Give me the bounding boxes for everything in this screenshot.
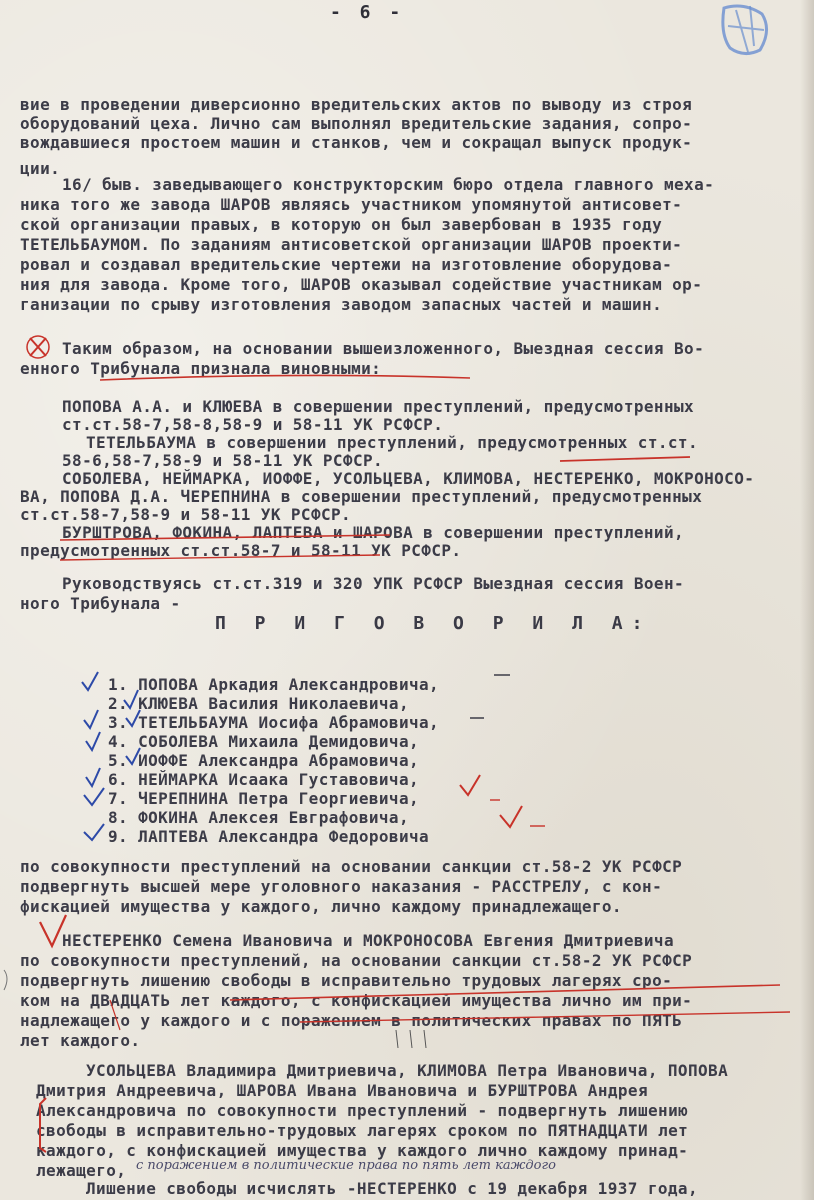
checkmark-icon: [86, 768, 100, 786]
text-line: ния для завода. Кроме того, ШАРОВ оказывал содействие участникам ор-: [20, 275, 703, 294]
text-line: СОБОЛЕВА, НЕЙМАРКА, ИОФФЕ, УСОЛЬЦЕВА, КЛИМОВА, НЕСТЕРЕНКО, МОКРОНОСО-: [62, 469, 755, 488]
text-line: ПОПОВА А.А. и КЛЮЕВА в совершении преступлений, предусмотренных: [62, 397, 695, 416]
list-item: 5. ИОФФЕ Александра Абрамовича,: [108, 751, 420, 770]
text-line: лет каждого.: [20, 1031, 141, 1050]
checkmark-icon: [126, 748, 140, 764]
text-line: Руководствуясь ст.ст.319 и 320 УПК РСФСР Выездная сессия Воен-: [62, 574, 685, 593]
red-underline: [60, 535, 390, 540]
text-line: 58-6,58-7,58-9 и 58-11 УК РСФСР.: [62, 451, 384, 470]
text-line: ТЕТЕЛЬБАУМА в совершении преступлений, предусмотренных ст.ст.: [86, 433, 699, 452]
checkmark-icon: [82, 672, 98, 690]
text-line: подвергнуть высшей мере уголовного наказания - РАССТРЕЛУ, с кон-: [20, 877, 663, 896]
text-line: по совокупности преступлений, на основании санкции ст.58-2 УК РСФСР: [20, 951, 693, 970]
list-item: 3. ТЕТЕЛЬБАУМА Иосифа Абрамовича,: [108, 713, 440, 732]
red-underline: [230, 985, 780, 1000]
text-line: ции.: [20, 159, 61, 178]
checkmark-icon: [124, 690, 138, 708]
handwritten-insert: с поражением в политические права по пять лет каждого: [136, 1158, 556, 1173]
text-line: БУРШТРОВА, ФОКИНА, ЛАПТЕВА и ШАРОВА в совершении преступлений,: [62, 523, 685, 542]
text-line: ст.ст.58-7,58-8,58-9 и 58-11 УК РСФСР.: [62, 415, 444, 434]
pencil-strokes: [396, 1030, 426, 1048]
text-line: ком на ДВАДЦАТЬ лет каждого, с конфискацией имущества лично им при-: [20, 991, 693, 1010]
text-line: свободы в исправительно-трудовых лагерях сроком по ПЯТНАДЦАТИ лет: [36, 1121, 689, 1140]
text-line: ст.ст.58-7,58-9 и 58-11 УК РСФСР.: [20, 505, 352, 524]
checkmark-icon: [84, 788, 104, 805]
red-bracket: [40, 1098, 46, 1152]
text-line: предусмотренных ст.ст.58-7 и 58-11 УК РСФСР.: [20, 541, 462, 560]
checkmark-icon: [460, 775, 480, 795]
list-item: 9. ЛАПТЕВА Александра Федоровича: [108, 827, 430, 846]
text-line: ного Трибунала -: [20, 594, 181, 613]
text-line: ВА, ПОПОВА Д.А. ЧЕРЕПНИНА в совершении преступлений, предусмотренных: [20, 487, 703, 506]
text-line: енного Трибунала признала виновными:: [20, 359, 382, 378]
list-item: 6. НЕЙМАРКА Исаака Густавовича,: [108, 770, 420, 789]
text-line: по совокупности преступлений на основании санкции ст.58-2 УК РСФСР: [20, 857, 683, 876]
text-line: Таким образом, на основании вышеизложенного, Выездная сессия Во-: [62, 339, 705, 358]
text-line: фискацией имущества у каждого, лично каждому принадлежащего.: [20, 897, 622, 916]
text-line: надлежащего у каждого и с поражением в политических правах по ПЯТЬ: [20, 1011, 683, 1030]
red-underline: [60, 555, 380, 560]
dash-mark: [470, 675, 510, 718]
text-line: ника того же завода ШАРОВ являясь участником упомянутой антисовет-: [20, 195, 683, 214]
text-line: ТЕТЕЛЬБАУМОМ. По заданиям антисоветской организации ШАРОВ проекти-: [20, 235, 683, 254]
text-line: ской организации правых, в которую он был завербован в 1935 году: [20, 215, 663, 234]
text-line: ровал и создавал вредительские чертежи на изготовление оборудова-: [20, 255, 673, 274]
text-line: НЕСТЕРЕНКО Семена Ивановича и МОКРОНОСОВА Евгения Дмитриевича: [62, 931, 675, 950]
text-line: 16/ быв. заведывающего конструкторским бюро отдела главного меха-: [62, 175, 715, 194]
checkmark-icon: [84, 824, 104, 840]
red-underline: [560, 457, 690, 461]
text-line: подвергнуть лишению свободы в исправительно трудовых лагерях сро-: [20, 971, 673, 990]
text-line: лежащего,: [36, 1161, 127, 1180]
paragraph-term-start: Лишение свободы исчислять -НЕСТЕРЕНКО с 19 декабря 1937 года,: [86, 1179, 699, 1198]
checkmark-icon: [86, 732, 100, 750]
checkmark-icon: [500, 806, 522, 827]
list-item: 2. КЛЮЕВА Василия Николаевича,: [108, 694, 409, 713]
checkmark-icon: [126, 710, 140, 726]
list-item: 1. ПОПОВА Аркадия Александровича,: [108, 675, 440, 694]
text-line: Дмитрия Андреевича, ШАРОВА Ивана Ивановича и БУРШТРОВА Андрея: [36, 1081, 649, 1100]
text-line: вие в проведении диверсионно вредительских актов по выводу из строя: [20, 95, 693, 114]
page-number: - 6 -: [330, 2, 405, 23]
blue-checkmarks: [82, 672, 140, 840]
text-line: УСОЛЬЦЕВА Владимира Дмитриевича, КЛИМОВА Петра Ивановича, ПОПОВА: [86, 1061, 729, 1080]
list-item: 4. СОБОЛЕВА Михаила Демидовича,: [108, 732, 420, 751]
list-item: 7. ЧЕРЕПНИНА Петра Георгиевича,: [108, 789, 420, 808]
verdict-heading: П Р И Г О В О Р И Л А:: [215, 613, 652, 634]
red-underline: [100, 375, 470, 380]
cross-mark-icon: [27, 336, 49, 358]
text-line: оборудований цеха. Лично сам выполнял вредительские задания, сопро-: [20, 114, 693, 133]
text-line: вождавшиеся простоем машин и станков, чем и сокращал выпуск продук-: [20, 133, 693, 152]
red-underline: [300, 1012, 790, 1022]
margin-scribble: [4, 970, 7, 990]
text-line: ганизации по срыву изготовления заводом запасных частей и машин.: [20, 295, 663, 314]
checkmark-icon: [40, 915, 66, 946]
text-line: каждого, с конфискацией имущества у каждого лично каждому принад-: [36, 1141, 689, 1160]
text-line: Александровича по совокупности преступлений - подвергнуть лишению: [36, 1101, 689, 1120]
checkmark-icon: [84, 710, 98, 728]
red-tick: [110, 1000, 120, 1030]
list-item: 8. ФОКИНА Алексея Евграфовича,: [108, 808, 409, 827]
